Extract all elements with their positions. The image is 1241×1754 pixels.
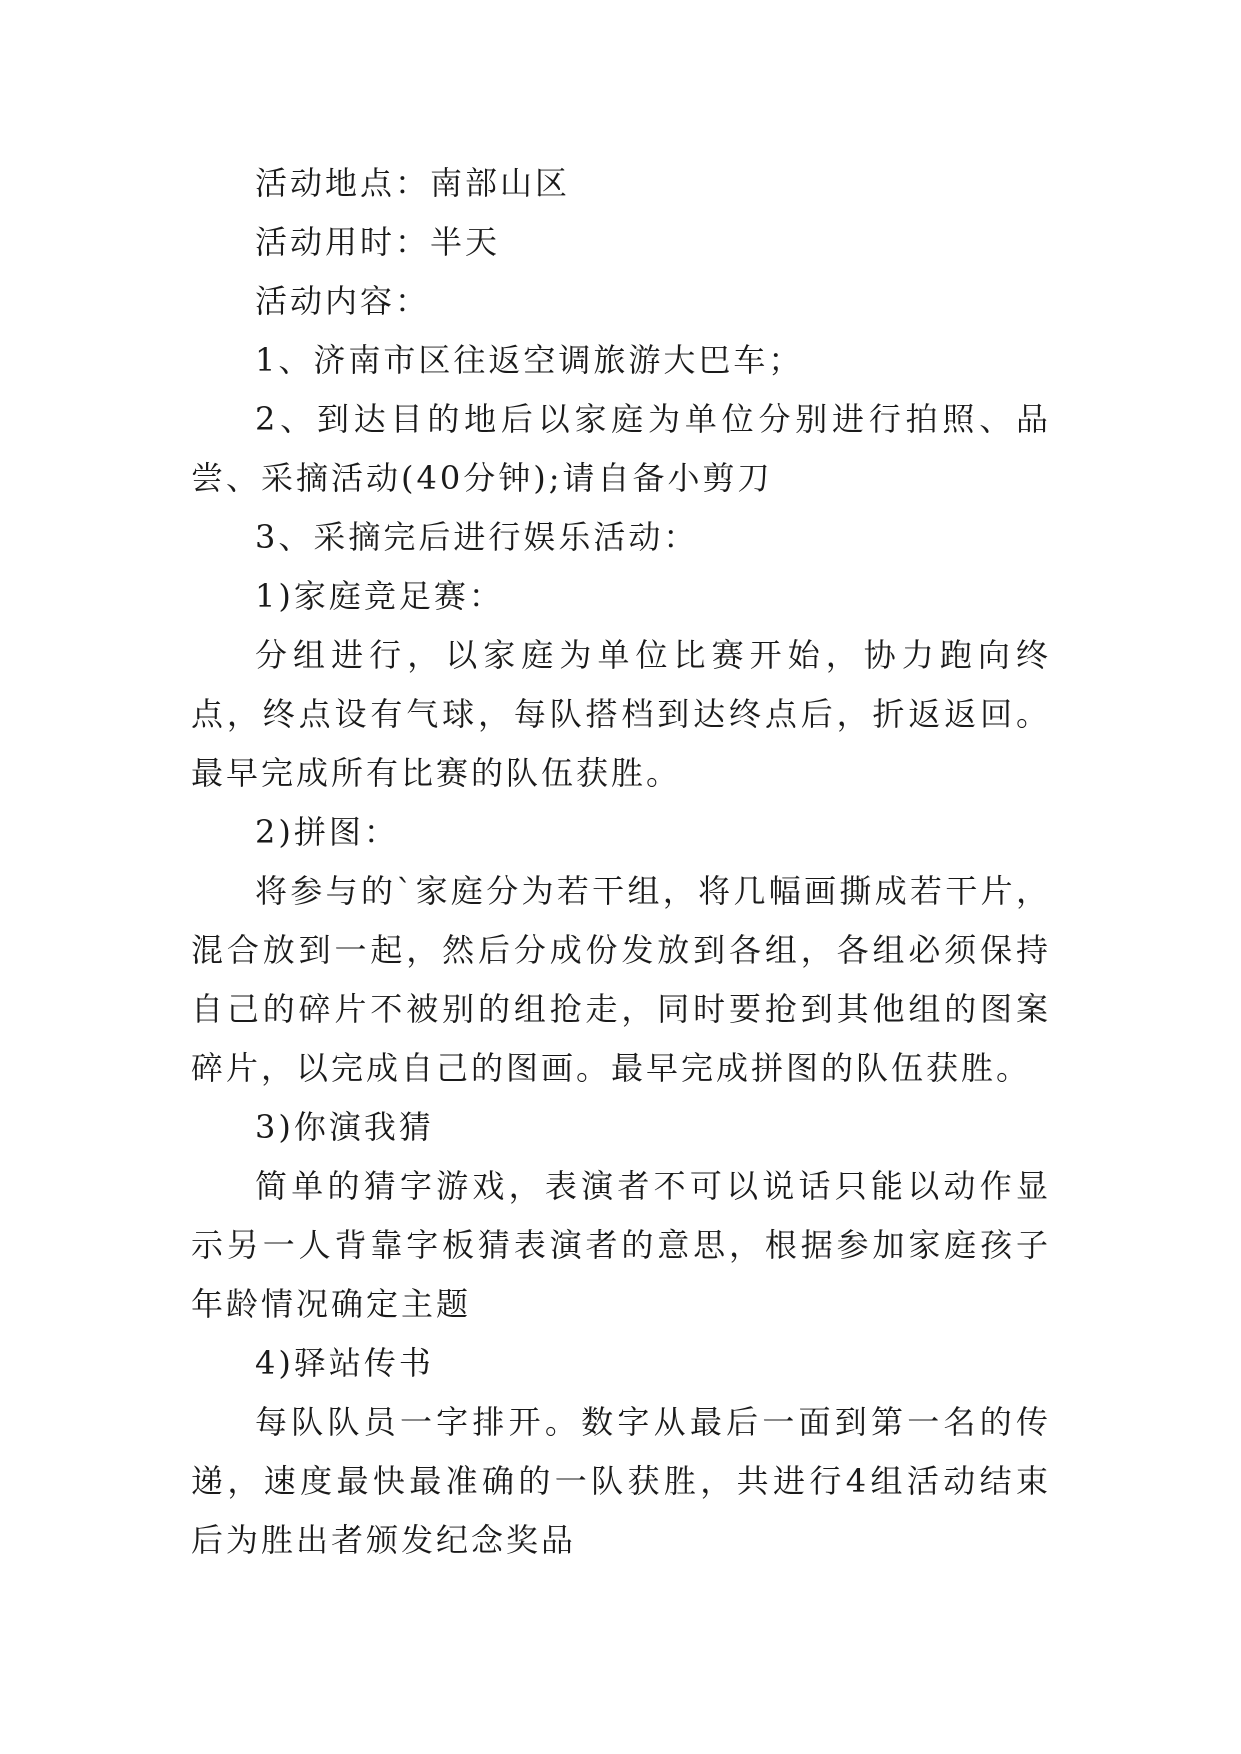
- game-heading-race: 1)家庭竞足赛：: [255, 577, 504, 615]
- game-description-puzzle: 将参与的`家庭分为若干组，将几幅画撕成若干片，混合放到一起，然后分成份发放到各组，各组必须保持自己的碎片不被别的组抢走，同时要抢到其他组的图案碎片，以完成自己的图画。最早完成拼图的队伍获胜。: [191, 872, 1051, 1087]
- activity-content-heading: 活动内容：: [255, 282, 431, 320]
- game-heading-relay: 4)驿站传书: [255, 1344, 434, 1382]
- list-item-entertainment: 3、采摘完后进行娱乐活动：: [255, 518, 699, 556]
- list-item-bus: 1、济南市区往返空调旅游大巴车；: [255, 341, 804, 379]
- game-heading-puzzle: 2)拼图：: [255, 813, 399, 851]
- document-body: [191, 154, 1051, 1570]
- list-item-picking: 2、到达目的地后以家庭为单位分别进行拍照、品尝、采摘活动(40分钟);请自备小剪刀: [191, 400, 1051, 497]
- game-description-relay: 每队队员一字排开。数字从最后一面到第一名的传递，速度最快最准确的一队获胜，共进行4组活动结束后为胜出者颁发纪念奖品: [191, 1403, 1051, 1559]
- game-description-charades: 简单的猜字游戏，表演者不可以说话只能以动作显示另一人背靠字板猜表演者的意思，根据参加家庭孩子年龄情况确定主题: [191, 1167, 1051, 1323]
- activity-duration-line: 活动用时：半天: [255, 223, 501, 261]
- game-heading-charades: 3)你演我猜: [255, 1108, 434, 1146]
- game-description-race: 分组进行，以家庭为单位比赛开始，协力跑向终点，终点设有气球，每队搭档到达终点后，折返返回。最早完成所有比赛的队伍获胜。: [191, 636, 1051, 792]
- activity-location-line: 活动地点：南部山区: [255, 164, 571, 202]
